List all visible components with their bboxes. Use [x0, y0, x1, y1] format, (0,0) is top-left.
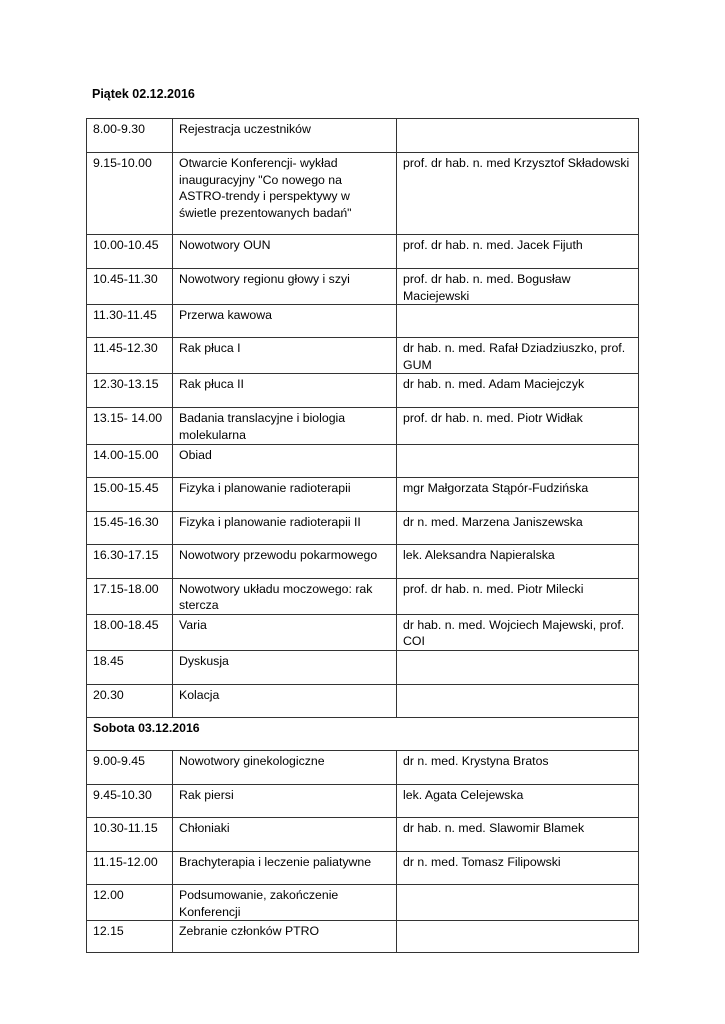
schedule-row — [87, 650, 639, 684]
schedule-row — [87, 444, 639, 477]
session-topic: Brachyterapia i leczenie paliatywne — [173, 851, 397, 884]
session-topic: Nowotwory ginekologiczne — [173, 750, 397, 784]
schedule-row — [87, 578, 639, 614]
schedule-row — [87, 374, 639, 408]
schedule-row — [87, 921, 639, 953]
session-time: 17.15-18.00 — [87, 578, 173, 614]
session-speaker: dr hab. n. med. Adam Maciejczyk — [397, 374, 639, 408]
session-topic: Nowotwory przewodu pokarmowego — [173, 544, 397, 578]
session-speaker: lek. Aleksandra Napieralska — [397, 544, 639, 578]
session-speaker: dr hab. n. med. Rafał Dziadziuszko, prof. GUM — [397, 338, 639, 374]
schedule-row — [87, 477, 639, 511]
session-time: 9.00-9.45 — [87, 750, 173, 784]
schedule-row — [87, 408, 639, 444]
session-speaker — [397, 119, 639, 153]
session-speaker: prof. dr hab. n. med. Jacek Fijuth — [397, 235, 639, 269]
session-topic: Dyskusja — [173, 650, 397, 684]
session-speaker — [397, 921, 639, 953]
session-time: 18.45 — [87, 650, 173, 684]
session-topic: Varia — [173, 614, 397, 650]
session-topic: Chłoniaki — [173, 817, 397, 851]
session-topic: Nowotwory układu moczowego: rak stercza — [173, 578, 397, 614]
session-time: 11.45-12.30 — [87, 338, 173, 374]
session-speaker — [397, 444, 639, 477]
session-time: 14.00-15.00 — [87, 444, 173, 477]
session-speaker — [397, 305, 639, 338]
session-time: 10.30-11.15 — [87, 817, 173, 851]
session-speaker: prof. dr hab. n. med. Bogusław Maciejewski — [397, 269, 639, 305]
schedule-body — [87, 119, 639, 953]
session-time: 11.15-12.00 — [87, 851, 173, 884]
session-speaker: dr n. med. Tomasz Filipowski — [397, 851, 639, 884]
saturday-heading: Sobota 03.12.2016 — [87, 717, 639, 750]
schedule-row — [87, 750, 639, 784]
session-time: 15.00-15.45 — [87, 477, 173, 511]
schedule-row — [87, 884, 639, 920]
session-topic: Badania translacyjne i biologia molekularna — [173, 408, 397, 444]
session-time: 10.45-11.30 — [87, 269, 173, 305]
session-time: 12.00 — [87, 884, 173, 920]
saturday-section-row — [87, 717, 639, 750]
session-speaker: prof. dr hab. n. med. Piotr Milecki — [397, 578, 639, 614]
conference-schedule-table — [86, 118, 639, 953]
session-speaker: prof. dr hab. n. med. Piotr Widłak — [397, 408, 639, 444]
session-time: 10.00-10.45 — [87, 235, 173, 269]
schedule-row — [87, 817, 639, 851]
session-time: 18.00-18.45 — [87, 614, 173, 650]
schedule-row — [87, 269, 639, 305]
session-speaker: dr hab. n. med. Wojciech Majewski, prof. COI — [397, 614, 639, 650]
friday-heading: Piątek 02.12.2016 — [92, 87, 195, 101]
session-topic: Fizyka i planowanie radioterapii — [173, 477, 397, 511]
session-speaker: dr n. med. Krystyna Bratos — [397, 750, 639, 784]
session-time: 12.30-13.15 — [87, 374, 173, 408]
schedule-row — [87, 684, 639, 717]
session-speaker: lek. Agata Celejewska — [397, 784, 639, 817]
session-time: 9.45-10.30 — [87, 784, 173, 817]
session-topic: Otwarcie Konferencji- wykład inauguracyjny "Co nowego na ASTRO-trendy i perspektywy w świetle prezentowanych badań" — [173, 153, 397, 235]
session-speaker — [397, 884, 639, 920]
session-speaker: dr n. med. Marzena Janiszewska — [397, 511, 639, 544]
session-topic: Przerwa kawowa — [173, 305, 397, 338]
session-speaker: prof. dr hab. n. med Krzysztof Składowski — [397, 153, 639, 235]
session-topic: Fizyka i planowanie radioterapii II — [173, 511, 397, 544]
schedule-row — [87, 784, 639, 817]
session-topic: Rak płuca II — [173, 374, 397, 408]
session-time: 13.15- 14.00 — [87, 408, 173, 444]
session-time: 9.15-10.00 — [87, 153, 173, 235]
session-speaker: dr hab. n. med. Slawomir Blamek — [397, 817, 639, 851]
schedule-row — [87, 851, 639, 884]
session-time: 8.00-9.30 — [87, 119, 173, 153]
session-time: 11.30-11.45 — [87, 305, 173, 338]
session-topic: Rejestracja uczestników — [173, 119, 397, 153]
schedule-row — [87, 511, 639, 544]
schedule-row — [87, 544, 639, 578]
session-topic: Rak piersi — [173, 784, 397, 817]
session-speaker — [397, 684, 639, 717]
session-time: 12.15 — [87, 921, 173, 953]
session-topic: Kolacja — [173, 684, 397, 717]
session-time: 20.30 — [87, 684, 173, 717]
schedule-row — [87, 235, 639, 269]
schedule-row — [87, 614, 639, 650]
schedule-row — [87, 338, 639, 374]
schedule-row — [87, 153, 639, 235]
session-topic: Zebranie członków PTRO — [173, 921, 397, 953]
session-speaker: mgr Małgorzata Stąpór-Fudzińska — [397, 477, 639, 511]
session-time: 16.30-17.15 — [87, 544, 173, 578]
session-speaker — [397, 650, 639, 684]
session-topic: Nowotwory OUN — [173, 235, 397, 269]
schedule-row — [87, 305, 639, 338]
session-topic: Obiad — [173, 444, 397, 477]
schedule-row — [87, 119, 639, 153]
session-time: 15.45-16.30 — [87, 511, 173, 544]
session-topic: Nowotwory regionu głowy i szyi — [173, 269, 397, 305]
session-topic: Podsumowanie, zakończenie Konferencji — [173, 884, 397, 920]
session-topic: Rak płuca I — [173, 338, 397, 374]
